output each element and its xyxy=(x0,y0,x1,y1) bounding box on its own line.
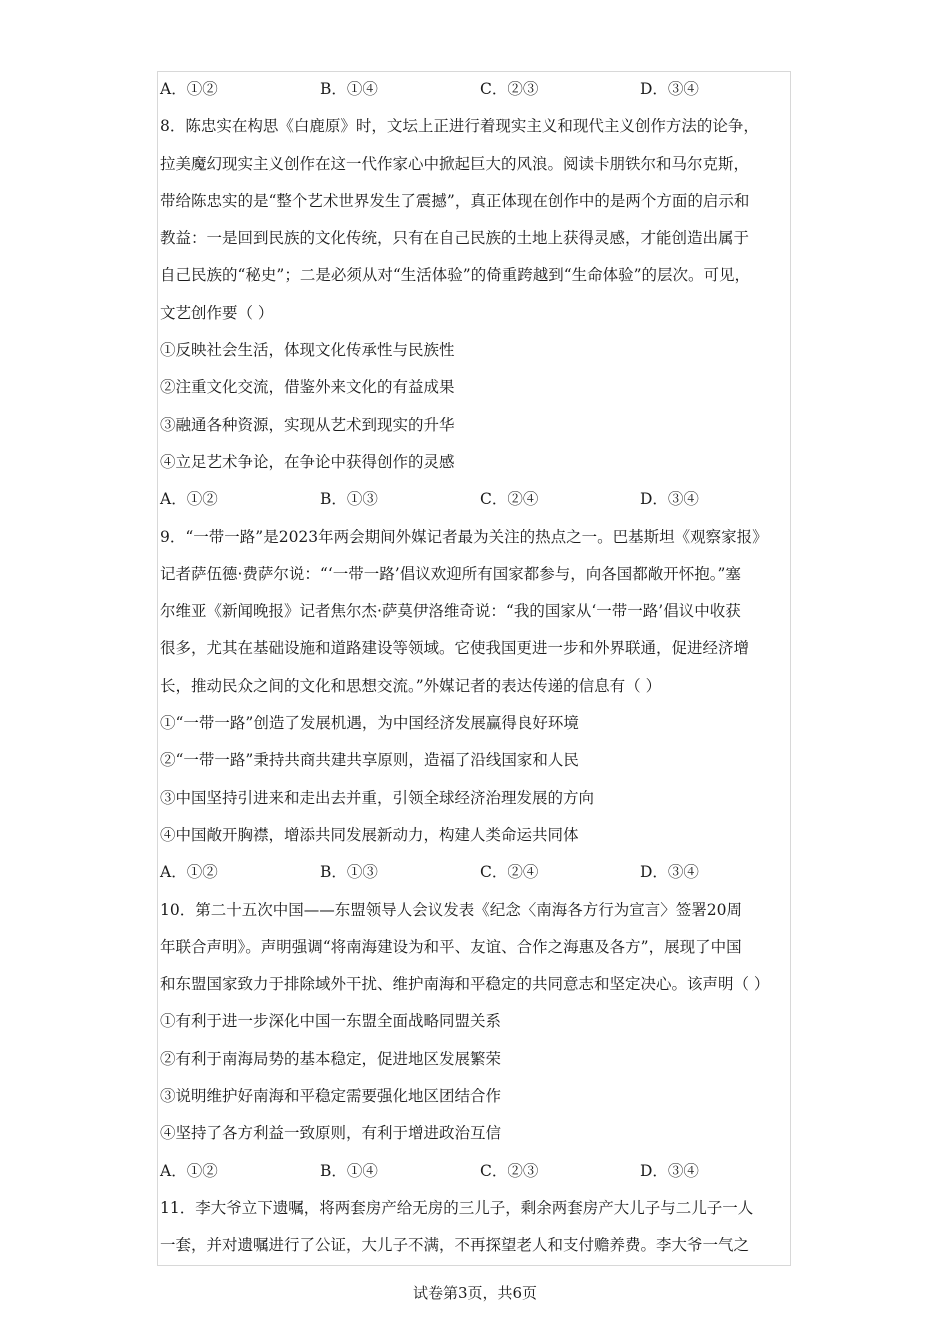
q7-options xyxy=(160,71,800,108)
option-b: B．①③ xyxy=(320,863,378,882)
question-text: 年联合声明》。声明强调“将南海建设为和平、友谊、合作之海惠及各方”，展现了中国 xyxy=(160,937,742,956)
question-8 xyxy=(160,108,800,518)
statement: ②有利于南海局势的基本稳定，促进地区发展繁荣 xyxy=(160,1049,502,1068)
question-text: 文艺创作要（ ） xyxy=(160,303,274,322)
question-text: 9．“一带一路”是2023年两会期间外媒记者最为关注的热点之一。巴基斯坦《观察家报》 xyxy=(160,527,768,546)
question-text: 很多，尤其在基础设施和道路建设等领域。它使我国更进一步和外界联通，促进经济增 xyxy=(160,639,750,658)
option-c: C．②③ xyxy=(480,1161,539,1180)
question-text: 拉美魔幻现实主义创作在这一代作家心中掀起巨大的风浪。阅读卡朋铁尔和马尔克斯， xyxy=(160,154,750,173)
statement: ①反映社会生活，体现文化传承性与民族性 xyxy=(160,341,455,360)
statement: ②注重文化交流，借鉴外来文化的有益成果 xyxy=(160,378,455,397)
question-text: 自己民族的“秘史”；二是必须从对“生活体验”的倚重跨越到“生命体验”的层次。可见， xyxy=(160,266,751,285)
option-d: D．③④ xyxy=(640,863,699,882)
page-footer: 试卷第3页，共6页 xyxy=(412,1284,538,1302)
question-text: 一套，并对遗嘱进行了公证，大儿子不满，不再探望老人和支付赡养费。李大爷一气之 xyxy=(160,1236,750,1255)
option-a: A．①② xyxy=(160,1161,218,1180)
statement: ①“一带一路”创造了发展机遇，为中国经济发展赢得良好环境 xyxy=(160,714,579,733)
q8-options xyxy=(160,481,800,518)
option-b: B．①④ xyxy=(320,80,378,98)
statement: ③融通各种资源，实现从艺术到现实的升华 xyxy=(160,415,455,434)
statement: ④坚持了各方利益一致原则，有利于增进政治互信 xyxy=(160,1124,502,1143)
option-a: A．①② xyxy=(160,80,218,98)
question-text: 教益：一是回到民族的文化传统，只有在自己民族的土地上获得灵感，才能创造出属于 xyxy=(160,229,750,248)
option-c: C．②③ xyxy=(480,80,539,98)
question-text: 10．第二十五次中国——东盟领导人会议发表《纪念〈南海各方行为宣言〉签署20周 xyxy=(160,900,742,919)
statement: ④立足艺术争论，在争论中获得创作的灵感 xyxy=(160,452,455,471)
statement: ②“一带一路”秉持共商共建共享原则，造福了沿线国家和人民 xyxy=(160,751,579,770)
option-d: D．③④ xyxy=(640,1161,699,1180)
question-text: 和东盟国家致力于排除域外干扰、维护南海和平稳定的共同意志和坚定决心。该声明（ ） xyxy=(160,975,770,994)
question-text: 长，推动民众之间的文化和思想交流。”外媒记者的表达传递的信息有（ ） xyxy=(160,676,662,695)
question-text: 带给陈忠实的是“整个艺术世界发生了震撼”，真正体现在创作中的是两个方面的启示和 xyxy=(160,191,750,210)
statement: ③说明维护好南海和平稳定需要强化地区团结合作 xyxy=(160,1087,502,1106)
option-d: D．③④ xyxy=(640,80,699,98)
statement: ④中国敞开胸襟，增添共同发展新动力，构建人类命运共同体 xyxy=(160,825,579,844)
option-a: A．①② xyxy=(160,490,218,509)
option-c: C．②④ xyxy=(480,863,539,882)
q9-options xyxy=(160,854,800,891)
question-text: 8．陈忠实在构思《白鹿原》时，文坛上正进行着现实主义和现代主义创作方法的论争， xyxy=(160,117,759,136)
q10-options xyxy=(160,1153,800,1190)
option-d: D．③④ xyxy=(640,490,699,509)
exam-content xyxy=(160,71,800,1265)
option-b: B．①④ xyxy=(320,1161,378,1180)
question-text: 11．李大爷立下遗嘱，将两套房产给无房的三儿子，剩余两套房产大儿子与二儿子一人 xyxy=(160,1198,754,1217)
option-b: B．①③ xyxy=(320,490,378,509)
option-a: A．①② xyxy=(160,863,218,882)
question-text: 记者萨伍德·费萨尔说：“‘一带一路’倡议欢迎所有国家都参与，向各国都敞开怀抱。”塞 xyxy=(160,564,741,583)
question-11 xyxy=(160,1190,800,1265)
statement: ③中国坚持引进来和走出去并重，引领全球经济治理发展的方向 xyxy=(160,788,595,807)
question-9 xyxy=(160,519,800,892)
question-10 xyxy=(160,892,800,1190)
statement: ①有利于进一步深化中国一东盟全面战略同盟关系 xyxy=(160,1012,502,1031)
question-text: 尔维亚《新闻晚报》记者焦尔杰·萨莫伊洛维奇说：“我的国家从‘一带一路’倡议中收获 xyxy=(160,602,741,621)
option-c: C．②④ xyxy=(480,490,539,509)
